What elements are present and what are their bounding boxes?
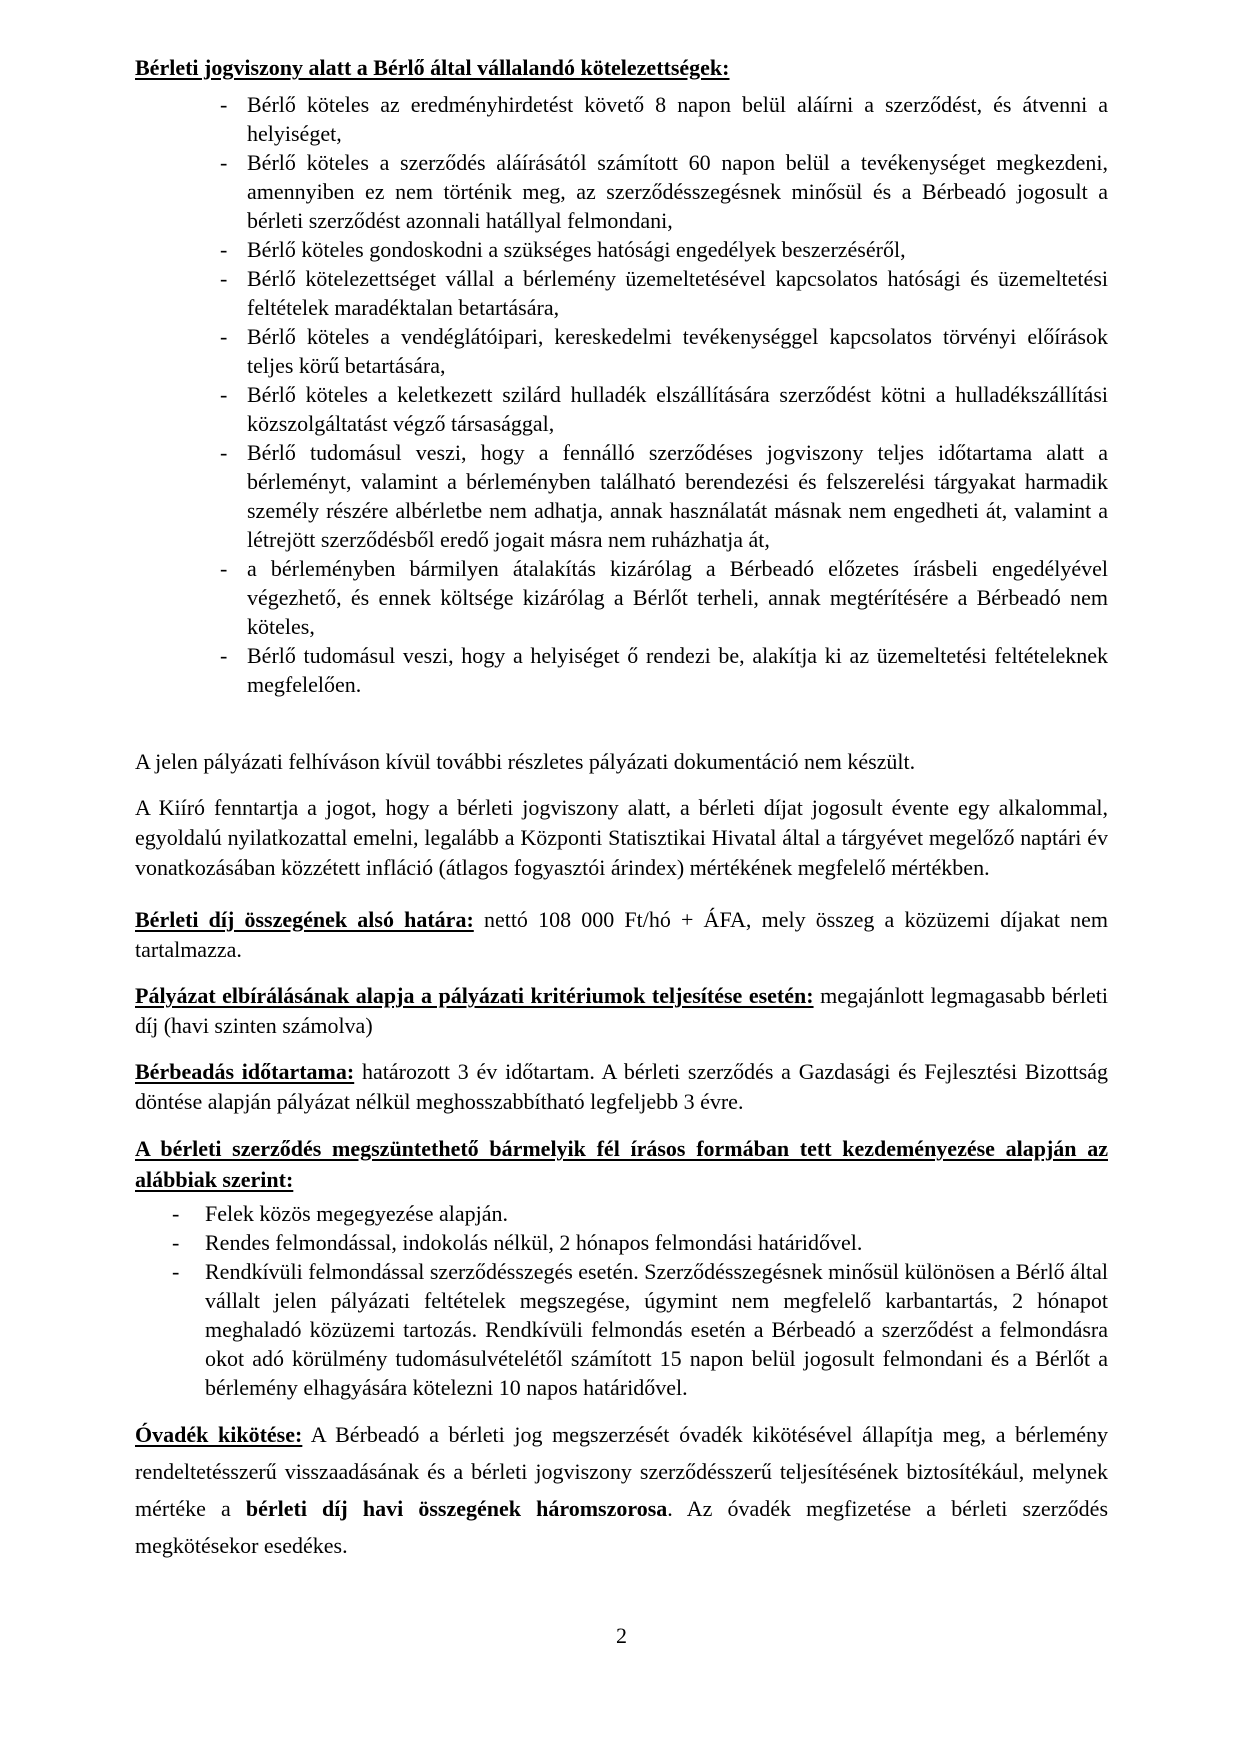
obligation-item: - Bérlő köteles az eredményhirdetést követő 8 napon belül aláírni a szerződést, és átvenni a helyiséget, bbox=[135, 90, 1108, 148]
obligation-item: - Bérlő köteles gondoskodni a szükséges hatósági engedélyek beszerzéséről, bbox=[135, 235, 1108, 264]
obligations-list bbox=[135, 90, 1108, 699]
obligation-item: - Bérlő köteles a vendéglátóipari, kereskedelmi tevékenységgel kapcsolatos törvényi előírások teljes körű betartására, bbox=[135, 322, 1108, 380]
paragraph-deposit bbox=[135, 1416, 1108, 1564]
paragraph-award-basis bbox=[135, 981, 1108, 1041]
obligation-item: - Bérlő köteles a szerződés aláírásától számított 60 napon belül a tevékenységet megkezdeni, amennyiben ez nem történik meg, az szerződésszegésnek minősül és a Bérbeadó jogosult a bérleti szerződést azonnali hatállyal felmondani, bbox=[135, 148, 1108, 235]
deposit-amount-bold: bérleti díj havi összegének háromszorosa bbox=[245, 1496, 668, 1521]
lease-duration-text: határozott 3 év időtartam. A bérleti szerződés a Gazdasági és Fejlesztési Bizottság döntése alapján pályázat nélkül meghosszabbítható legfeljebb 3 évre. bbox=[135, 1059, 1108, 1114]
paragraph-lease-duration bbox=[135, 1057, 1108, 1117]
deposit-text-start: A Bérbeadó a bérleti jog megszerzését óvadék kikötésével állapítja meg, a bérlemény rendeltetésszerű visszaadásának és a bérleti jogviszony szerződésszerű teljesítésének biztosítékául, melynek mértéke a bbox=[135, 1422, 1108, 1521]
paragraph-rent-increase: A Kiíró fenntartja a jogot, hogy a bérleti jogviszony alatt, a bérleti díjat jogosult évente egy alkalommal, egyoldalú nyilatkozattal emelni, legalább a Központi Statisztikai Hivatal által a tárgyévet megelőző naptári év vonatkozásában közzétett infláció (átlagos fogyasztói árindex) mértékének megfelelő mértékben. bbox=[135, 795, 1108, 880]
lease-duration-label: Bérbeadás időtartama: bbox=[135, 1059, 355, 1084]
termination-heading: A bérleti szerződés megszüntethető bármelyik fél írásos formában tett kezdeményezése alapján az alábbiak szerint: bbox=[135, 1136, 1108, 1192]
rent-floor-text: nettó 108 000 Ft/hó + ÁFA, mely összeg a közüzemi díjakat nem tartalmazza. bbox=[135, 907, 1109, 962]
termination-list bbox=[135, 1199, 1108, 1402]
deposit-label: Óvadék kikötése: bbox=[135, 1422, 303, 1447]
award-basis-text: megajánlott legmagasabb bérleti díj (havi szinten számolva) bbox=[135, 983, 1108, 1038]
paragraph-rent-floor bbox=[135, 905, 1108, 965]
obligation-item: - Bérlő tudomásul veszi, hogy a fennálló szerződéses jogviszony teljes időtartama alatt a bérleményt, valamint a bérleményben található berendezési és felszerelési tárgyakat harmadik személy részére albérletbe nem adhatja, annak használatát másnak nem engedheti át, valamint a létrejött szerződésből eredő jogait másra nem ruházhatja át, bbox=[135, 438, 1108, 554]
termination-item: - Rendkívüli felmondással szerződésszegés esetén. Szerződésszegésnek minősül különösen a Bérlő által vállalt jelen pályázati feltételek megszegése, úgymint nem megfelelő karbantartás, 2 hónapot meghaladó közüzemi tartozás. Rendkívüli felmondás esetén a Bérbeadó a szerződést a felmondásra okot adó körülmény tudomásulvételétől számított 15 napon belül jogosult felmondani és a Bérlőt a bérlemény elhagyására kötelezni 10 napos határidővel. bbox=[135, 1257, 1108, 1402]
obligation-item: - a bérleményben bármilyen átalakítás kizárólag a Bérbeadó előzetes írásbeli engedélyével végezhető, és ennek költsége kizárólag a Bérlőt terheli, annak megtérítésére a Bérbeadó nem köteles, bbox=[135, 554, 1108, 641]
paragraph-no-further-docs: A jelen pályázati felhíváson kívül további részletes pályázati dokumentáció nem készült. bbox=[135, 749, 916, 774]
obligation-item: - Bérlő köteles a keletkezett szilárd hulladék elszállítására szerződést kötni a hulladékszállítási közszolgáltatást végző társasággal, bbox=[135, 380, 1108, 438]
page-number: 2 bbox=[616, 1623, 627, 1648]
award-basis-label: Pályázat elbírálásának alapja a pályázati kritériumok teljesítése esetén: bbox=[135, 983, 814, 1008]
obligations-heading: Bérleti jogviszony alatt a Bérlő által vállalandó kötelezettségek: bbox=[135, 55, 730, 80]
termination-item: - Felek közös megegyezése alapján. bbox=[135, 1199, 1108, 1228]
rent-floor-label: Bérleti díj összegének alsó határa: bbox=[135, 907, 474, 932]
obligation-item: - Bérlő kötelezettséget vállal a bérlemény üzemeltetésével kapcsolatos hatósági és üzemeltetési feltételek maradéktalan betartására, bbox=[135, 264, 1108, 322]
deposit-text-end: . Az óvadék megfizetése a bérleti szerződés megkötésekor esedékes. bbox=[135, 1496, 1109, 1558]
document-content bbox=[135, 54, 1108, 1564]
obligation-item: - Bérlő tudomásul veszi, hogy a helyiséget ő rendezi be, alakítja ki az üzemeltetési feltételeknek megfelelően. bbox=[135, 641, 1108, 699]
termination-item: - Rendes felmondással, indokolás nélkül, 2 hónapos felmondási határidővel. bbox=[135, 1228, 1108, 1257]
